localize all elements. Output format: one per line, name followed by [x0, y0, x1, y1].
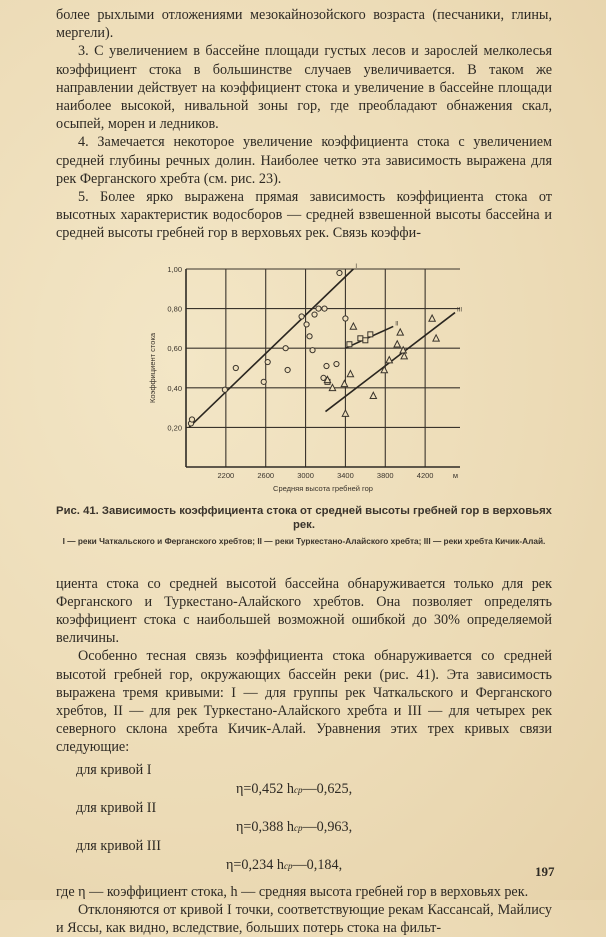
x-axis-label: Средняя высота гребней гор — [273, 483, 373, 493]
data-point-circle — [189, 417, 194, 422]
data-point-triangle — [341, 380, 347, 386]
y-tick-label: 0,20 — [167, 423, 182, 433]
data-point-circle — [337, 270, 342, 275]
data-point-triangle — [342, 410, 348, 416]
equation-rhs: —0,184, — [292, 856, 343, 873]
data-point-triangle — [433, 334, 439, 340]
page-number: 197 — [535, 864, 555, 879]
paragraph-continuation-2: циента стока со средней высотой бассейна обнаруживается только для рек Ферганского и Туркестано-Алайского хребтов. Она позволяет определять коэффициент стока с наибольшей возможной ошибкой до 30% определяемой величины. — [56, 575, 552, 647]
equation-lhs: η=0,388 h — [236, 818, 294, 835]
data-point-circle — [285, 367, 290, 372]
paragraph-definitions: где η — коэффициент стока, h — средняя высота гребней гор в верховьях рек. — [56, 883, 529, 900]
equation-formula — [226, 856, 342, 876]
curve-label: III — [457, 307, 463, 314]
data-point-triangle — [347, 370, 353, 376]
x-tick-label: 2600 — [257, 470, 275, 480]
equation-lhs: η=0,452 h — [236, 780, 294, 797]
paragraph-point-3: 3. С увеличением в бассейне площади густых лесов и зарослей мелколесья коэффициент стока в большинстве случаев увеличивается. В таком же направлении действует на коэффициент стока и увеличение в бассейне площади наиболее высокой, нивальной зоны гор, где преобладают обнажения скал, осыпей, морен и ледников. — [56, 43, 552, 133]
data-point-triangle — [394, 340, 400, 346]
equation-label-row — [56, 799, 552, 818]
data-point-circle — [261, 379, 266, 384]
data-point-circle — [334, 361, 339, 366]
data-point-square — [358, 335, 363, 340]
paragraph-point-5: 5. Более ярко выражена прямая зависимость коэффициента стока от высотных характеристик водосборов — средней взвешенной высоты бассейна и средней высоты гребней гор в верховьях рек. Связь коэффи- — [56, 189, 552, 242]
data-point-circle — [304, 321, 309, 326]
equation-lhs: η=0,234 h — [226, 856, 284, 873]
paragraph-continuation: более рыхлыми отложениями мезокайнозойского возраста (песчаники, глины, мергели). — [56, 7, 552, 42]
data-point-circle — [322, 306, 327, 311]
x-tick-label: 2200 — [217, 470, 235, 480]
equations-block — [56, 761, 552, 875]
equation-row — [56, 818, 552, 837]
data-point-circle — [316, 306, 321, 311]
data-point-circle — [307, 333, 312, 338]
curve-label: I — [355, 263, 358, 270]
data-point-circle — [265, 359, 270, 364]
equation-rhs: —0,963, — [302, 818, 353, 835]
y-tick-label: 0,80 — [167, 304, 182, 314]
curve-label: II — [395, 321, 399, 328]
equation-formula — [236, 818, 352, 838]
y-axis-label: Коэффициент стока — [148, 332, 157, 403]
figure-caption-title: Рис. 41. Зависимость коэффициента стока от средней высоты гребней гор в верховьях рек. — [56, 504, 552, 531]
x-unit-label: м — [452, 470, 458, 480]
y-tick-label: 1,00 — [167, 264, 182, 274]
figure-41 — [56, 257, 552, 575]
data-point-square — [363, 337, 368, 342]
paragraph-deviations: Отклоняются от кривой I точки, соответствующие рекам Кассансай, Майлису и Яссы, как видно, вследствие, больших потерь стока на фильт- — [56, 901, 552, 937]
equation-row — [56, 856, 552, 875]
data-point-triangle — [429, 315, 435, 321]
data-point-circle — [310, 347, 315, 352]
data-point-triangle — [397, 329, 403, 335]
x-tick-label: 3800 — [376, 470, 394, 480]
equation-subscript: ср — [293, 784, 303, 795]
runoff-coefficient-chart — [146, 257, 466, 497]
x-tick-label: 3000 — [297, 470, 314, 480]
data-point-square — [347, 341, 352, 346]
equation-rhs: —0,625, — [302, 780, 353, 797]
equation-formula — [236, 780, 352, 800]
data-point-triangle — [386, 356, 392, 362]
figure-caption-legend: I — реки Чаткальского и Ферганского хребтов; II — реки Туркестано-Алайского хребта; III — реки хребта Кичик-Алай. — [62, 535, 546, 546]
equation-label: для кривой II — [76, 799, 157, 816]
data-point-circle — [222, 387, 227, 392]
data-point-circle — [343, 316, 348, 321]
y-tick-label: 0,40 — [167, 383, 182, 393]
data-point-circle — [283, 345, 288, 350]
book-page — [56, 6, 552, 937]
paragraph-curves: Особенно тесная связь коэффициента стока обнаруживается со средней высотой гребней гор, окружающих бассейн реки (рис. 41). Эта зависимость выражена тремя кривыми: I — для группы рек Чаткальского и Ферганского хребтов, II — для рек Туркестано-Алайского хребта и III — для четырех рек северного склона хребта Кичик-Алай. Уравнения этих трех кривых связи следующие: — [56, 648, 552, 756]
data-point-circle — [312, 312, 317, 317]
data-point-triangle — [370, 392, 376, 398]
equation-subscript: ср — [283, 860, 293, 871]
equation-label: для кривой I — [76, 761, 152, 778]
equation-label: для кривой III — [76, 837, 161, 854]
x-tick-label: 3400 — [337, 470, 354, 480]
equation-row — [56, 780, 552, 799]
equation-subscript: ср — [293, 822, 303, 833]
x-tick-label: 4200 — [416, 470, 434, 480]
equation-label-row — [56, 837, 552, 856]
data-point-circle — [299, 314, 304, 319]
data-point-triangle — [350, 323, 356, 329]
equation-label-row — [56, 761, 552, 780]
y-tick-label: 0,60 — [167, 343, 182, 353]
data-point-circle — [324, 363, 329, 368]
paragraph-point-4: 4. Замечается некоторое увеличение коэффициента стока с увеличением средней глубины речных долин. Наиболее четко эта зависимость выражена для рек Ферганского хребта (см. рис. 23). — [56, 134, 552, 187]
data-point-circle — [233, 365, 238, 370]
data-point-square — [368, 331, 373, 336]
